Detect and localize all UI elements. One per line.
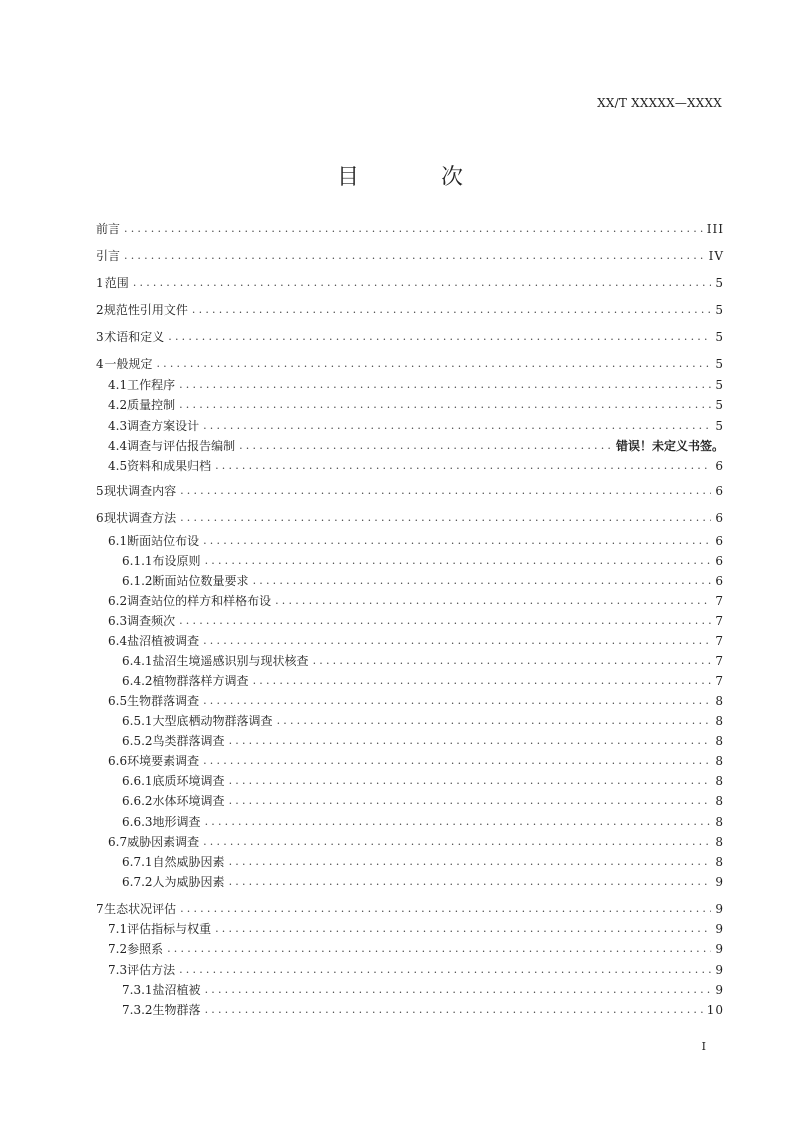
toc-entry-number: 6.5 bbox=[108, 694, 128, 708]
toc-leader-dots bbox=[275, 591, 711, 611]
page-title: 目 次 bbox=[336, 165, 493, 190]
toc-leader-dots bbox=[203, 751, 711, 771]
toc-entry[interactable] bbox=[96, 919, 724, 939]
toc-entry-number: 6.4.2 bbox=[122, 674, 153, 688]
toc-entry-label: 调查方案设计 bbox=[127, 419, 200, 433]
toc-entry[interactable] bbox=[96, 611, 724, 631]
toc-entry-label: 植物群落样方调查 bbox=[152, 674, 249, 688]
toc-entry-page: 6 bbox=[715, 574, 724, 588]
toc-entry-label: 前言 bbox=[96, 222, 121, 236]
toc-leader-dots bbox=[203, 416, 711, 436]
toc-leader-dots bbox=[180, 481, 711, 501]
toc-entry-number: 6.4.1 bbox=[122, 654, 153, 668]
toc-entry-page: 7 bbox=[715, 674, 724, 688]
toc-entry-number: 6.2 bbox=[108, 594, 128, 608]
toc-entry-label: 生物群落 bbox=[152, 1003, 201, 1017]
toc-entry[interactable] bbox=[96, 571, 724, 591]
toc-leader-dots bbox=[229, 872, 712, 892]
toc-entry-number: 3 bbox=[96, 330, 104, 344]
toc-entry-page: 8 bbox=[715, 774, 724, 788]
toc-entry-label: 引言 bbox=[96, 249, 121, 263]
toc-entry[interactable] bbox=[96, 960, 724, 980]
toc-entry-page: 9 bbox=[715, 875, 724, 889]
toc-entry-page: 7 bbox=[715, 614, 724, 628]
toc-leader-dots bbox=[203, 631, 711, 651]
toc-leader-dots bbox=[205, 812, 712, 832]
toc-entry-label: 威胁因素调查 bbox=[127, 835, 200, 849]
toc-entry-number: 7.3.2 bbox=[122, 1003, 153, 1017]
toc-entry-number: 6.3 bbox=[108, 614, 128, 628]
toc-entry-label: 工作程序 bbox=[127, 378, 176, 392]
toc-entry-label: 调查与评估报告编制 bbox=[127, 439, 236, 453]
toc-entry[interactable] bbox=[96, 436, 724, 456]
toc-entry-page: 8 bbox=[715, 694, 724, 708]
toc-leader-dots bbox=[205, 1000, 703, 1020]
toc-leader-dots bbox=[179, 960, 711, 980]
toc-entry[interactable] bbox=[96, 300, 724, 320]
toc-entry[interactable] bbox=[96, 354, 724, 374]
toc-entry-page: 8 bbox=[715, 855, 724, 869]
toc-entry-number: 5 bbox=[96, 484, 104, 498]
toc-entry[interactable] bbox=[96, 939, 724, 959]
toc-entry[interactable] bbox=[96, 691, 724, 711]
toc-entry-label: 自然威胁因素 bbox=[152, 855, 225, 869]
toc-entry-page: 9 bbox=[715, 922, 724, 936]
toc-entry-page: III bbox=[706, 222, 724, 236]
toc-entry-label: 质量控制 bbox=[127, 398, 176, 412]
toc-entry-page: 8 bbox=[715, 794, 724, 808]
toc-entry-page: 10 bbox=[706, 1003, 724, 1017]
toc-entry-label: 规范性引用文件 bbox=[103, 303, 188, 317]
toc-entry-page: 7 bbox=[715, 634, 724, 648]
toc-entry[interactable] bbox=[96, 872, 724, 892]
toc-leader-dots bbox=[229, 791, 712, 811]
toc-entry-page: 5 bbox=[715, 303, 724, 317]
toc-entry-page: 5 bbox=[715, 357, 724, 371]
toc-entry-label: 术语和定义 bbox=[104, 330, 165, 344]
toc-entry[interactable] bbox=[96, 219, 724, 239]
toc-entry-number: 7.3 bbox=[108, 963, 128, 977]
toc-leader-dots bbox=[277, 711, 712, 731]
toc-entry[interactable] bbox=[96, 246, 724, 266]
toc-entry[interactable] bbox=[96, 980, 724, 1000]
toc-entry[interactable] bbox=[96, 508, 724, 528]
toc-entry-label: 地形调查 bbox=[152, 815, 201, 829]
toc-entry-label: 现状调查内容 bbox=[104, 484, 177, 498]
toc-entry-label: 大型底栖动物群落调查 bbox=[152, 714, 273, 728]
toc-entry-label: 断面站位数量要求 bbox=[152, 574, 249, 588]
toc-entry-label: 鸟类群落调查 bbox=[152, 734, 225, 748]
toc-entry-number: 6.1.2 bbox=[122, 574, 153, 588]
toc-entry-label: 底质环境调查 bbox=[152, 774, 225, 788]
toc-entry-number: 6.5.2 bbox=[122, 734, 153, 748]
toc-leader-dots bbox=[229, 731, 712, 751]
toc-entry-label: 一般规定 bbox=[104, 357, 153, 371]
toc-entry[interactable] bbox=[96, 551, 724, 571]
toc-entry-label: 参照系 bbox=[127, 942, 164, 956]
toc-entry-number: 7.3.1 bbox=[122, 983, 153, 997]
toc-entry-number: 4.4 bbox=[108, 439, 128, 453]
toc-entry-number: 6.6.2 bbox=[122, 794, 153, 808]
toc-entry-page: 5 bbox=[715, 276, 724, 290]
toc-entry-number: 6.1.1 bbox=[122, 554, 153, 568]
toc-leader-dots bbox=[215, 456, 711, 476]
toc-leader-dots bbox=[253, 671, 712, 691]
toc-entry-page: 6 bbox=[715, 459, 724, 473]
toc-entry-label: 现状调查方法 bbox=[104, 511, 177, 525]
toc-entry[interactable] bbox=[96, 531, 724, 551]
toc-entry-page: 9 bbox=[715, 942, 724, 956]
toc-entry[interactable] bbox=[96, 395, 724, 415]
toc-entry-number: 6.7.2 bbox=[122, 875, 153, 889]
toc-leader-dots bbox=[215, 919, 711, 939]
toc-entry-page: 8 bbox=[715, 815, 724, 829]
toc-entry[interactable] bbox=[96, 899, 724, 919]
toc-entry-number: 4 bbox=[96, 357, 104, 371]
toc-entry-number: 6.7 bbox=[108, 835, 128, 849]
document-code: XX/T XXXXX—XXXX bbox=[597, 96, 722, 110]
toc-entry-page: 5 bbox=[715, 419, 724, 433]
toc-entry-page: IV bbox=[708, 249, 724, 263]
toc-entry-label: 资料和成果归档 bbox=[127, 459, 212, 473]
toc-entry-number: 4.2 bbox=[108, 398, 128, 412]
toc-entry[interactable] bbox=[96, 852, 724, 872]
toc-entry-page: 6 bbox=[715, 554, 724, 568]
toc-entry-label: 断面站位布设 bbox=[127, 534, 200, 548]
toc-entry[interactable] bbox=[96, 416, 724, 436]
toc-entry-label: 评估指标与权重 bbox=[127, 922, 212, 936]
toc-leader-dots bbox=[203, 691, 711, 711]
toc-entry[interactable] bbox=[96, 456, 724, 476]
toc-entry-page: 6 bbox=[715, 534, 724, 548]
toc-entry-page: 8 bbox=[715, 754, 724, 768]
toc-entry[interactable] bbox=[96, 731, 724, 751]
toc-leader-dots bbox=[229, 771, 712, 791]
toc-entry-number: 2 bbox=[96, 303, 104, 317]
toc-leader-dots bbox=[167, 939, 711, 959]
toc-entry-page: 8 bbox=[715, 734, 724, 748]
toc-leader-dots bbox=[180, 508, 711, 528]
toc-entry-number: 6.7.1 bbox=[122, 855, 153, 869]
toc-leader-dots bbox=[192, 300, 711, 320]
toc-entry[interactable] bbox=[96, 771, 724, 791]
toc-entry-page: 7 bbox=[715, 654, 724, 668]
toc-entry[interactable] bbox=[96, 375, 724, 395]
toc-leader-dots bbox=[180, 899, 711, 919]
toc-entry-number: 6.6.3 bbox=[122, 815, 153, 829]
toc-entry-number: 6.1 bbox=[108, 534, 128, 548]
toc-leader-dots bbox=[239, 436, 612, 456]
toc-entry-page: 7 bbox=[715, 594, 724, 608]
toc-entry-number: 7.2 bbox=[108, 942, 128, 956]
toc-entry-number: 6.6 bbox=[108, 754, 128, 768]
toc-entry-number: 4.5 bbox=[108, 459, 128, 473]
toc-entry-label: 盐沼生境遥感识别与现状核查 bbox=[152, 654, 309, 668]
toc-entry[interactable] bbox=[96, 711, 724, 731]
toc-entry-label: 环境要素调查 bbox=[127, 754, 200, 768]
toc-entry[interactable] bbox=[96, 671, 724, 691]
toc-entry-page: 8 bbox=[715, 714, 724, 728]
toc-entry-number: 6.6.1 bbox=[122, 774, 153, 788]
toc-entry-number: 4.3 bbox=[108, 419, 128, 433]
toc-entry-label: 盐沼植被调查 bbox=[127, 634, 200, 648]
toc-leader-dots bbox=[168, 327, 711, 347]
toc-entry-label: 调查频次 bbox=[127, 614, 176, 628]
toc-leader-dots bbox=[203, 531, 711, 551]
toc-entry[interactable] bbox=[96, 273, 724, 293]
toc-entry[interactable] bbox=[96, 832, 724, 852]
toc-leader-dots bbox=[124, 219, 703, 239]
toc-entry-page: 5 bbox=[715, 378, 724, 392]
page-footer-number: I bbox=[701, 1040, 706, 1053]
toc-entry-number: 6.5.1 bbox=[122, 714, 153, 728]
toc-entry[interactable] bbox=[96, 812, 724, 832]
toc-entry-error-message: 错误！未定义书签。 bbox=[615, 439, 724, 453]
toc-entry-page: 9 bbox=[715, 902, 724, 916]
toc-entry-page: 5 bbox=[715, 398, 724, 412]
toc-entry-label: 范围 bbox=[104, 276, 129, 290]
toc-leader-dots bbox=[205, 980, 712, 1000]
toc-leader-dots bbox=[133, 273, 712, 293]
toc-entry[interactable] bbox=[96, 1000, 724, 1020]
toc-entry[interactable] bbox=[96, 791, 724, 811]
toc-entry-label: 生物群落调查 bbox=[127, 694, 200, 708]
toc-entry-label: 调查站位的样方和样格布设 bbox=[127, 594, 272, 608]
toc-entry-label: 布设原则 bbox=[152, 554, 201, 568]
toc-entry[interactable] bbox=[96, 481, 724, 501]
toc-entry-label: 水体环境调查 bbox=[152, 794, 225, 808]
toc-entry[interactable] bbox=[96, 651, 724, 671]
toc-entry[interactable] bbox=[96, 327, 724, 347]
toc-entry-number: 1 bbox=[96, 276, 104, 290]
toc-entry-number: 6 bbox=[96, 511, 104, 525]
toc-entry[interactable] bbox=[96, 591, 724, 611]
toc-entry-label: 人为威胁因素 bbox=[152, 875, 225, 889]
toc-leader-dots bbox=[124, 246, 705, 266]
toc-leader-dots bbox=[229, 852, 712, 872]
toc-leader-dots bbox=[179, 375, 711, 395]
toc-entry-number: 4.1 bbox=[108, 378, 128, 392]
toc-entry[interactable] bbox=[96, 631, 724, 651]
toc-entry-number: 7 bbox=[96, 902, 104, 916]
toc-leader-dots bbox=[205, 551, 712, 571]
toc-entry-label: 盐沼植被 bbox=[152, 983, 201, 997]
toc-leader-dots bbox=[156, 354, 711, 374]
toc-leader-dots bbox=[203, 832, 711, 852]
toc-entry[interactable] bbox=[96, 751, 724, 771]
toc-leader-dots bbox=[179, 611, 711, 631]
toc-entry-page: 5 bbox=[715, 330, 724, 344]
toc-entry-page: 9 bbox=[715, 983, 724, 997]
toc-leader-dots bbox=[313, 651, 712, 671]
toc-entry-label: 评估方法 bbox=[127, 963, 176, 977]
toc-entry-label: 生态状况评估 bbox=[104, 902, 177, 916]
toc-entry-page: 9 bbox=[715, 963, 724, 977]
toc-entry-page: 6 bbox=[715, 511, 724, 525]
toc-entry-page: 6 bbox=[715, 484, 724, 498]
toc-entry-number: 7.1 bbox=[108, 922, 128, 936]
toc-entry-page: 8 bbox=[715, 835, 724, 849]
toc-leader-dots bbox=[253, 571, 712, 591]
toc-entry-number: 6.4 bbox=[108, 634, 128, 648]
toc-leader-dots bbox=[179, 395, 711, 415]
